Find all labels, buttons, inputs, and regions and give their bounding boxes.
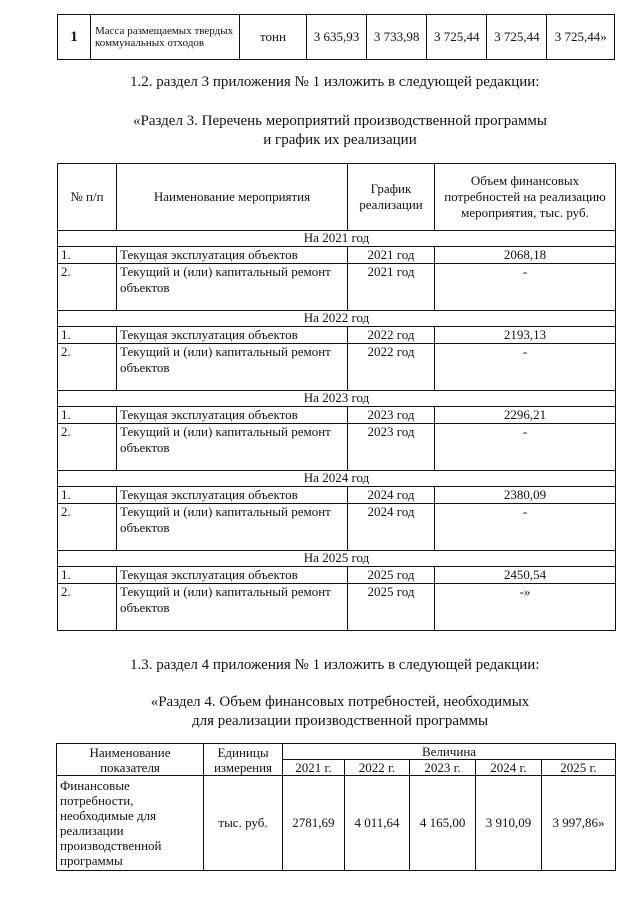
value-cell: 3 997,86» bbox=[541, 776, 615, 871]
value-cell: 3 725,44» bbox=[547, 15, 615, 60]
activity-name: Текущий и (или) капитальный ремонт объектов bbox=[117, 264, 348, 311]
finance-cell: - bbox=[435, 264, 616, 311]
section-4-heading bbox=[130, 693, 550, 731]
schedule-cell: 2023 год bbox=[348, 424, 435, 471]
row-number: 1. bbox=[58, 407, 117, 424]
finance-table bbox=[56, 743, 616, 871]
table-row bbox=[58, 327, 616, 344]
group-title: На 2021 год bbox=[58, 231, 616, 247]
table-row bbox=[58, 567, 616, 584]
group-title: На 2023 год bbox=[58, 391, 616, 407]
header-schedule: График реализации bbox=[348, 164, 435, 231]
row-number: 2. bbox=[58, 264, 117, 311]
value-cell: 3 725,44 bbox=[487, 15, 547, 60]
value-cell: 3 733,98 bbox=[367, 15, 427, 60]
row-number: 1. bbox=[58, 487, 117, 504]
activity-name: Текущая эксплуатация объектов bbox=[117, 247, 348, 264]
schedule-cell: 2022 год bbox=[348, 327, 435, 344]
finance-cell: -» bbox=[435, 584, 616, 631]
schedule-cell: 2024 год bbox=[348, 487, 435, 504]
table-row bbox=[58, 584, 616, 631]
activity-name: Текущая эксплуатация объектов bbox=[117, 407, 348, 424]
header-num: № п/п bbox=[58, 164, 117, 231]
value-cell: 4 165,00 bbox=[410, 776, 476, 871]
indicator-label: Финансовые потребности, необходимые для реализации производственной программы bbox=[57, 776, 204, 871]
header-name: Наименование мероприятия bbox=[117, 164, 348, 231]
heading-line: «Раздел 4. Объем финансовых потребностей, необходимых bbox=[150, 694, 530, 710]
header-finance: Объем финансовых потребностей на реализацию мероприятия, тыс. руб. bbox=[435, 164, 616, 231]
header-year: 2025 г. bbox=[541, 760, 615, 776]
row-number: 2. bbox=[58, 344, 117, 391]
row-number: 1. bbox=[58, 567, 117, 584]
schedule-cell: 2025 год bbox=[348, 567, 435, 584]
table-row bbox=[58, 487, 616, 504]
table-row bbox=[57, 776, 616, 871]
schedule-cell: 2023 год bbox=[348, 407, 435, 424]
table-row bbox=[58, 15, 615, 60]
group-row bbox=[58, 231, 616, 247]
table-header-row bbox=[57, 744, 616, 760]
activity-name: Текущий и (или) капитальный ремонт объектов bbox=[117, 344, 348, 391]
activity-name: Текущий и (или) капитальный ремонт объектов bbox=[117, 584, 348, 631]
value-cell: 3 910,09 bbox=[476, 776, 542, 871]
row-number: 2. bbox=[58, 584, 117, 631]
value-cell: 4 011,64 bbox=[344, 776, 409, 871]
finance-cell: - bbox=[435, 344, 616, 391]
schedule-cell: 2021 год bbox=[348, 247, 435, 264]
activity-name: Текущий и (или) капитальный ремонт объектов bbox=[117, 504, 348, 551]
finance-cell: - bbox=[435, 504, 616, 551]
activities-table-body bbox=[58, 231, 616, 631]
row-number: 1. bbox=[58, 247, 117, 264]
schedule-cell: 2024 год bbox=[348, 504, 435, 551]
row-number: 1. bbox=[58, 327, 117, 344]
activity-name: Текущая эксплуатация объектов bbox=[117, 567, 348, 584]
finance-cell: 2450,54 bbox=[435, 567, 616, 584]
finance-cell: 2193,13 bbox=[435, 327, 616, 344]
schedule-cell: 2025 год bbox=[348, 584, 435, 631]
header-indicator: Наименование показателя bbox=[57, 744, 204, 776]
header-year: 2024 г. bbox=[476, 760, 542, 776]
header-year: 2023 г. bbox=[410, 760, 476, 776]
table-row bbox=[58, 247, 616, 264]
heading-line: и график их реализации bbox=[263, 132, 417, 148]
schedule-cell: 2022 год bbox=[348, 344, 435, 391]
header-year: 2022 г. bbox=[344, 760, 409, 776]
table-header-row bbox=[58, 164, 616, 231]
value-cell: 2781,69 bbox=[283, 776, 345, 871]
unit-cell: тонн bbox=[240, 15, 307, 60]
table-row bbox=[58, 407, 616, 424]
activity-name: Текущий и (или) капитальный ремонт объектов bbox=[117, 424, 348, 471]
indicator-name: Масса размещаемых твердых коммунальных отходов bbox=[91, 15, 240, 60]
group-title: На 2022 год bbox=[58, 311, 616, 327]
table-row bbox=[58, 344, 616, 391]
heading-line: для реализации производственной программы bbox=[191, 713, 489, 729]
header-year: 2021 г. bbox=[283, 760, 345, 776]
table-row bbox=[58, 424, 616, 471]
table-row bbox=[58, 264, 616, 311]
value-cell: 3 725,44 bbox=[427, 15, 487, 60]
group-title: На 2024 год bbox=[58, 471, 616, 487]
header-unit: Единицы измерения bbox=[204, 744, 283, 776]
paragraph-1-2: 1.2. раздел 3 приложения № 1 изложить в следующей редакции: bbox=[130, 74, 540, 90]
activities-table bbox=[57, 163, 616, 631]
group-row bbox=[58, 471, 616, 487]
activity-name: Текущая эксплуатация объектов bbox=[117, 487, 348, 504]
row-number: 1 bbox=[58, 15, 91, 60]
section-3-heading bbox=[120, 112, 560, 150]
paragraph-1-3: 1.3. раздел 4 приложения № 1 изложить в следующей редакции: bbox=[130, 657, 540, 673]
finance-cell: 2380,09 bbox=[435, 487, 616, 504]
group-row bbox=[58, 311, 616, 327]
top-table bbox=[57, 14, 615, 60]
finance-cell: - bbox=[435, 424, 616, 471]
group-row bbox=[58, 551, 616, 567]
header-value: Величина bbox=[283, 744, 616, 760]
group-row bbox=[58, 391, 616, 407]
schedule-cell: 2021 год bbox=[348, 264, 435, 311]
row-number: 2. bbox=[58, 424, 117, 471]
row-number: 2. bbox=[58, 504, 117, 551]
heading-line: «Раздел 3. Перечень мероприятий производственной программы bbox=[133, 113, 547, 129]
finance-cell: 2068,18 bbox=[435, 247, 616, 264]
table-row bbox=[58, 504, 616, 551]
finance-cell: 2296,21 bbox=[435, 407, 616, 424]
group-title: На 2025 год bbox=[58, 551, 616, 567]
unit-cell: тыс. руб. bbox=[204, 776, 283, 871]
value-cell: 3 635,93 bbox=[307, 15, 367, 60]
activity-name: Текущая эксплуатация объектов bbox=[117, 327, 348, 344]
